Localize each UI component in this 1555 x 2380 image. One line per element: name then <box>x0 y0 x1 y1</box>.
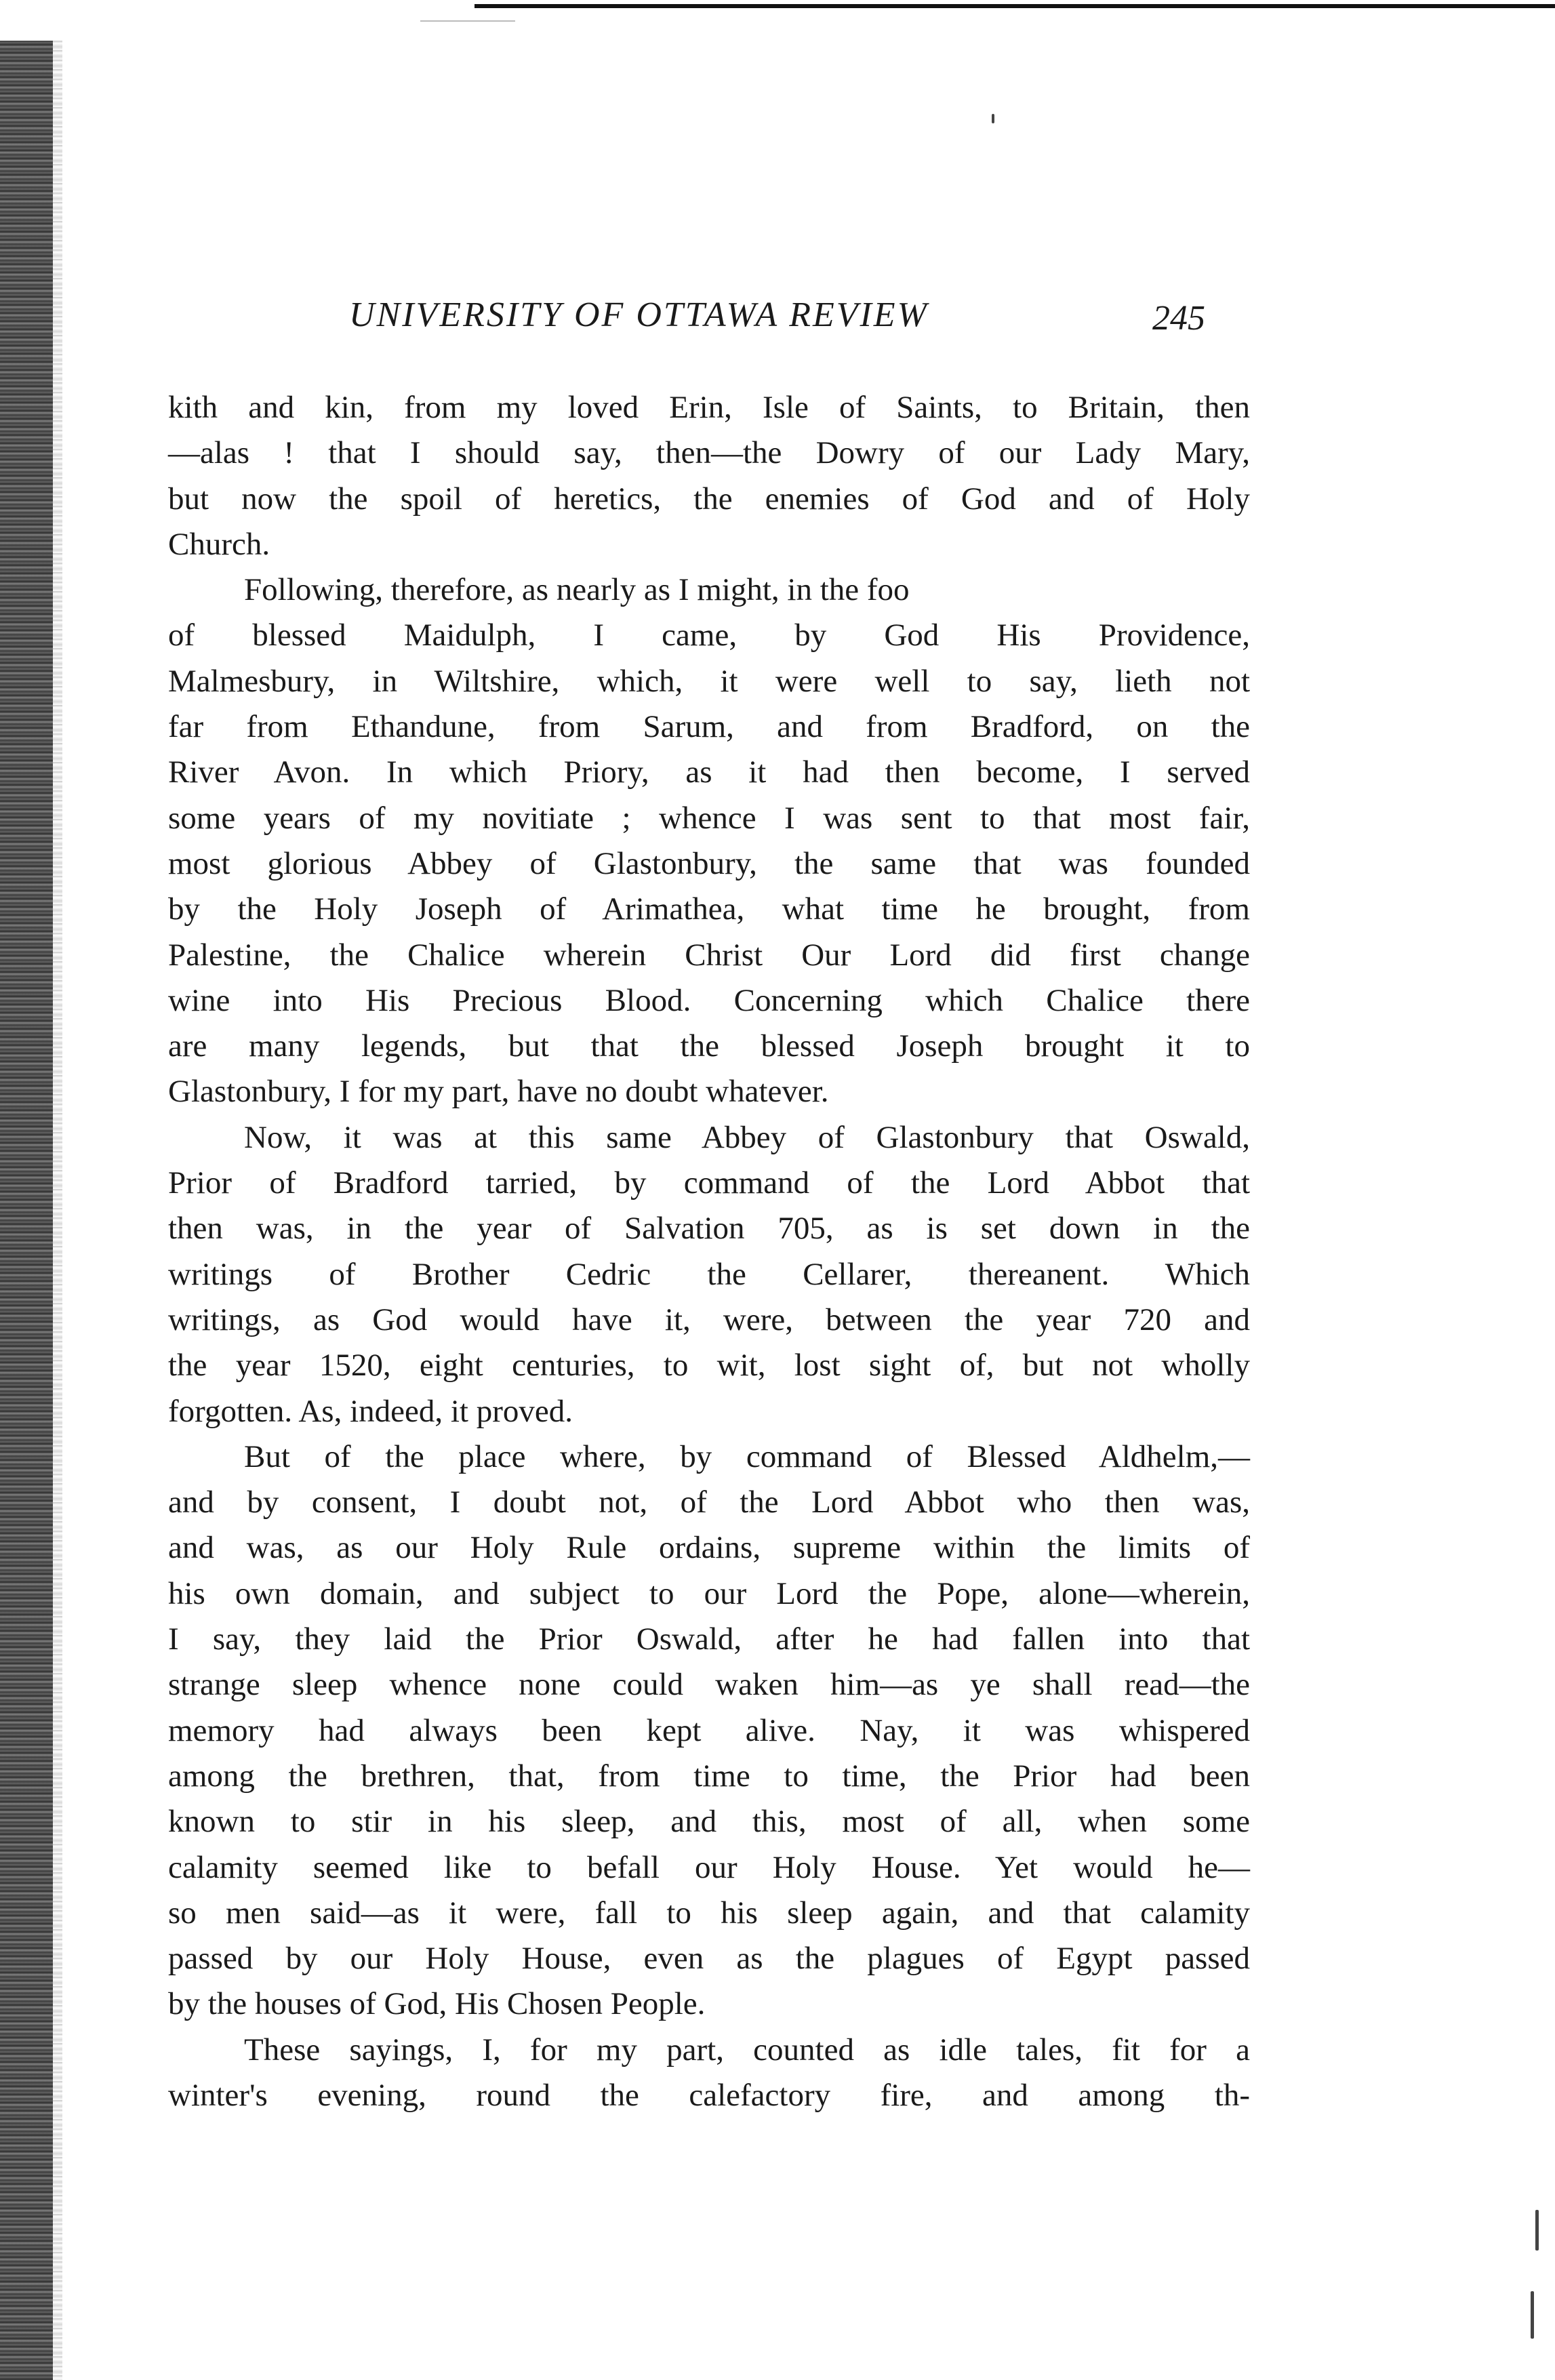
text-line: by the houses of God, His Chosen People. <box>168 1986 706 2022</box>
text-line: writings, as God would have it, were, between the year 720 and <box>168 1302 1250 1337</box>
text-line: of blessed Maidulph, I came, by God His Providence, <box>168 618 1250 653</box>
text-line: kith and kin, from my loved Erin, Isle of Saints, to Britain, then <box>168 390 1250 425</box>
text-line: and by consent, I doubt not, of the Lord Abbot who then was, <box>168 1485 1250 1520</box>
text-line: far from Ethandune, from Sarum, and from Bradford, on the <box>168 709 1250 745</box>
scan-speck <box>1531 2291 1534 2339</box>
running-title: UNIVERSITY OF OTTAWA REVIEW <box>349 296 929 334</box>
text-line: passed by our Holy House, even as the plagues of Egypt passed <box>168 1941 1250 1977</box>
text-line: Church. <box>168 526 270 562</box>
text-line: by the Holy Joseph of Arimathea, what time he brought, from <box>168 891 1250 927</box>
text-line: forgotten. As, indeed, it proved. <box>168 1393 573 1429</box>
text-line: strange sleep whence none could waken him—as ye shall read—the <box>168 1667 1250 1703</box>
text-line: Following, therefore, as nearly as I might, in the foo <box>244 572 910 608</box>
top-rule-faint <box>420 20 515 22</box>
text-line: so men said—as it were, fall to his sleep again, and that calamity <box>168 1895 1250 1931</box>
text-line: most glorious Abbey of Glastonbury, the same that was founded <box>168 845 1250 881</box>
text-line: —alas ! that I should say, then—the Dowry of our Lady Mary, <box>168 435 1250 471</box>
text-line: Prior of Bradford tarried, by command of the Lord Abbot that <box>168 1165 1250 1201</box>
text-line: calamity seemed like to befall our Holy House. Yet would he— <box>168 1849 1250 1885</box>
text-line: Malmesbury, in Wiltshire, which, it were well to say, lieth not <box>168 663 1250 699</box>
text-line: Palestine, the Chalice wherein Christ Our Lord did first change <box>168 937 1250 973</box>
scan-speck <box>992 114 994 123</box>
text-line: memory had always been kept alive. Nay, it was whispered <box>168 1712 1250 1748</box>
scanned-binding-edge <box>0 41 53 2380</box>
text-line: These sayings, I, for my part, counted as idle tales, fit for a <box>244 2032 1250 2068</box>
text-line: then was, in the year of Salvation 705, as is set down in the <box>168 1211 1250 1247</box>
text-line: River Avon. In which Priory, as it had then become, I served <box>168 754 1250 790</box>
scan-speck <box>1535 2210 1539 2251</box>
text-line: some years of my novitiate ; whence I was sent to that most fair, <box>168 800 1250 836</box>
text-line: But of the place where, by command of Blessed Aldhelm,— <box>244 1438 1250 1474</box>
text-line: I say, they laid the Prior Oswald, after he had fallen into that <box>168 1621 1250 1657</box>
text-line: winter's evening, round the calefactory fire, and among th- <box>168 2077 1250 2113</box>
text-line: the year 1520, eight centuries, to wit, lost sight of, but not wholly <box>168 1348 1250 1384</box>
text-line: his own domain, and subject to our Lord the Pope, alone—wherein, <box>168 1575 1250 1611</box>
text-line: and was, as our Holy Rule ordains, supreme within the limits of <box>168 1530 1250 1566</box>
body-text <box>168 385 1250 2118</box>
text-line: known to stir in his sleep, and this, most of all, when some <box>168 1804 1250 1840</box>
text-line: are many legends, but that the blessed Joseph brought it to <box>168 1028 1250 1064</box>
text-line: wine into His Precious Blood. Concerning which Chalice there <box>168 982 1250 1018</box>
text-line: Now, it was at this same Abbey of Glastonbury that Oswald, <box>244 1119 1250 1155</box>
text-line: Glastonbury, I for my part, have no doubt whatever. <box>168 1074 829 1110</box>
text-line: writings of Brother Cedric the Cellarer, thereanent. Which <box>168 1256 1250 1292</box>
top-rule <box>474 4 1555 8</box>
page-number: 245 <box>1152 299 1205 338</box>
text-line: but now the spoil of heretics, the enemies of God and of Holy <box>168 481 1250 517</box>
text-line: among the brethren, that, from time to time, the Prior had been <box>168 1758 1250 1794</box>
